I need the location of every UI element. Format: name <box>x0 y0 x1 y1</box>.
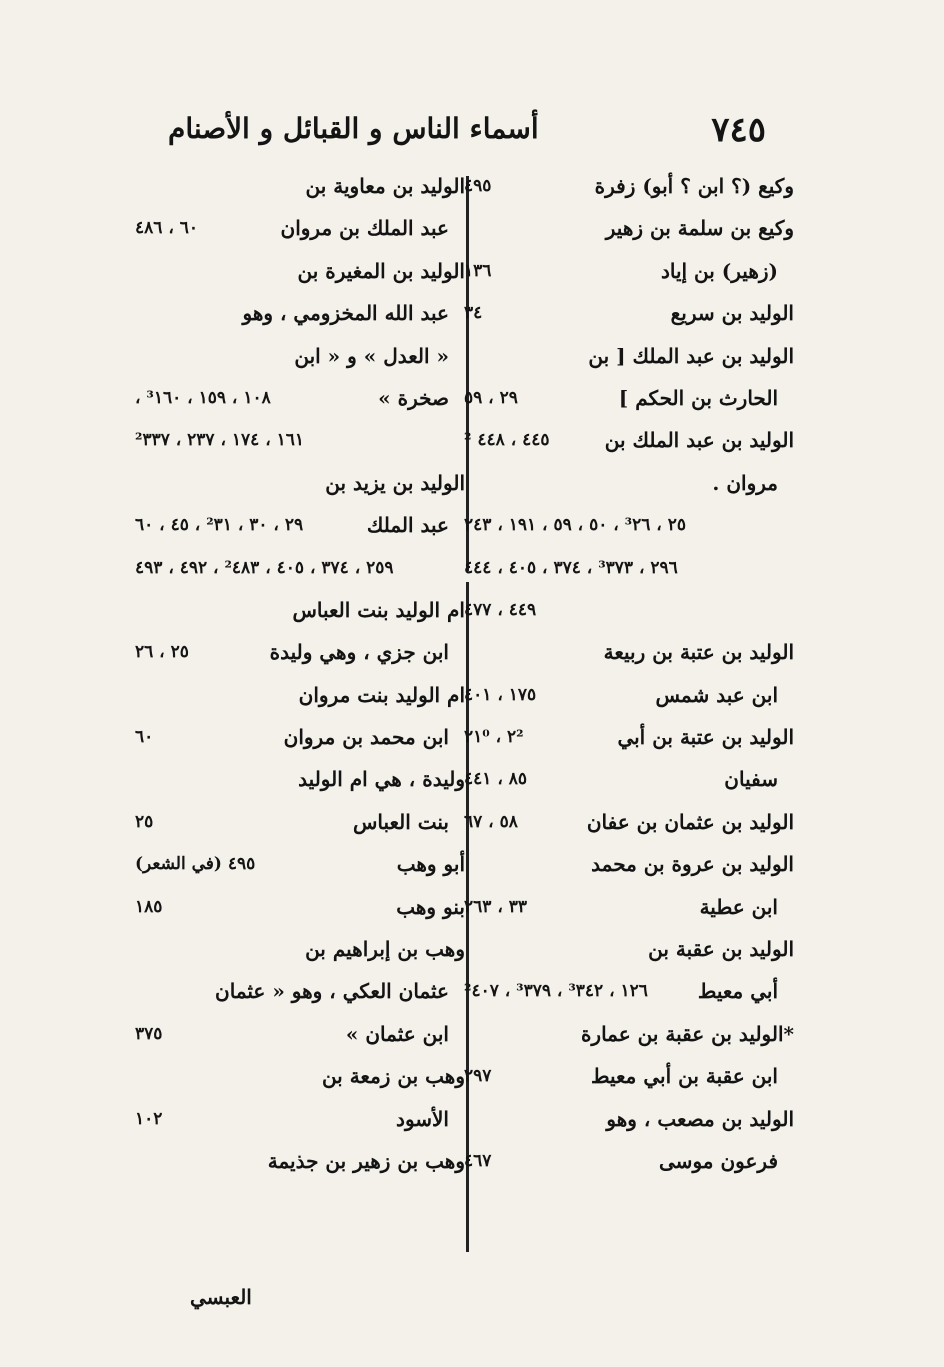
entry-page-refs: ٢٥ ، ٢٦ <box>135 642 189 663</box>
index-entry <box>135 1013 465 1055</box>
entry-name: « العدل » و « ابن <box>294 343 449 368</box>
index-entry <box>135 716 465 758</box>
entry-page-refs: ٣٤ <box>464 303 483 324</box>
entry-name: ابن عطية <box>699 894 778 919</box>
entry-name: الوليد بن عبد الملك [ بن <box>588 343 794 368</box>
entry-name: ام الوليد بنت العباس <box>292 597 465 622</box>
index-entry <box>464 970 794 1012</box>
index-entry <box>464 292 794 334</box>
entry-name: الوليد بن المغيرة بن <box>297 258 465 283</box>
entry-name: ابن محمد بن مروان <box>283 725 449 750</box>
entry-name: الحارث بن الحكم ] <box>618 385 778 410</box>
index-entry <box>135 547 465 589</box>
entry-name: ام الوليد بنت مروان <box>298 682 465 707</box>
index-entry <box>135 250 465 292</box>
entry-name: الوليد بن عقبة بن <box>648 937 794 962</box>
entry-name: الوليد بن عتبة بن ربيعة <box>603 640 794 665</box>
right-column <box>464 165 794 1182</box>
entry-name: الوليد بن عثمان بن عفان <box>586 809 794 834</box>
entry-page-refs: ١٨٥ <box>135 896 163 917</box>
entry-name: صخرة » <box>378 385 449 410</box>
entry-name: مروان . <box>712 470 778 495</box>
entry-name: بنو وهب <box>396 894 465 919</box>
entry-page-refs: ٢٩ ، ٥٩ <box>464 387 518 408</box>
index-entry <box>464 589 794 631</box>
index-entry <box>135 801 465 843</box>
index-entry <box>464 758 794 800</box>
entry-page-refs: ٤٤٩ ، ٤٧٧ <box>464 599 537 620</box>
index-entry <box>135 886 465 928</box>
index-entry <box>464 504 794 546</box>
entry-page-refs: ٢٥ <box>135 811 154 832</box>
entry-page-refs: ١٠٢ <box>135 1108 163 1129</box>
index-entry <box>464 928 794 970</box>
entry-name: أبو وهب <box>396 852 465 877</box>
entry-page-refs: ٤٩٥ <box>464 176 492 196</box>
entry-name: ابن عقبة بن أبي معيط <box>591 1064 778 1089</box>
entry-page-refs: ١٧٥ ، ٤٠١ <box>464 684 537 705</box>
entry-page-refs: ٦٠ ، ٤٨٦ <box>135 218 198 239</box>
entry-page-refs: ٢٩ ، ٣٠ ، ²٣١ ، ٤٥ ، ٦٠ <box>135 515 304 536</box>
entry-name: وكيع (؟ ابن ؟ أبو) زفرة <box>594 174 794 198</box>
entry-page-refs: ١٦١ ، ١٧٤ ، ٢٣٧ ، ²٣٣٧ <box>135 430 305 451</box>
index-entry <box>464 462 794 504</box>
entry-name: وليدة ، هي ام الوليد <box>298 767 465 792</box>
entry-name: سفيان <box>724 767 778 792</box>
entry-page-refs: ١٢٦ ، ³٣٤٢ ، ³٣٧٩ ، ²٤٠٧ <box>464 981 648 1002</box>
index-entry <box>135 165 465 207</box>
index-entry <box>135 335 465 377</box>
entry-page-refs: ٤٤٥ ، ٤٤٨ ² <box>464 430 550 451</box>
entry-page-refs: ١٠٨ ، ١٥٩ ، ³١٦٠ ، <box>135 387 271 408</box>
entry-name: الوليد بن يزيد بن <box>325 470 465 495</box>
index-entry <box>464 886 794 928</box>
index-entry <box>464 716 794 758</box>
entry-page-refs: ١٣٦ <box>464 260 492 281</box>
entry-name: وهب بن زمعة بن <box>321 1064 465 1089</box>
entry-name: فرعون موسى <box>659 1148 778 1173</box>
index-entry <box>135 419 465 461</box>
entry-name: عبد الملك <box>366 513 449 538</box>
index-entry <box>135 504 465 546</box>
entry-page-refs: ٣٧٥ <box>135 1023 163 1044</box>
entry-name: عبد الله المخزومي ، وهو <box>242 301 449 326</box>
index-entry <box>464 419 794 461</box>
entry-page-refs: ٥٨ ، ٦٧ <box>464 811 518 832</box>
entry-name: وهب بن إبراهيم بن <box>305 937 465 962</box>
entry-name: الوليد بن عروة بن محمد <box>591 852 794 877</box>
entry-name: *الوليد بن عقبة بن عمارة <box>580 1021 794 1046</box>
index-entry <box>135 758 465 800</box>
entry-name: الوليد بن معاوية بن <box>305 174 465 198</box>
index-entry <box>464 1013 794 1055</box>
entry-page-refs: ٣٣ ، ٢٦٣ <box>464 896 527 917</box>
index-entry <box>464 1140 794 1182</box>
index-entry <box>464 165 794 207</box>
entry-name: الوليد بن عبد الملك بن <box>604 428 794 453</box>
index-entry <box>135 1055 465 1097</box>
index-entry <box>464 801 794 843</box>
entry-page-refs: ٢٩٦ ، ³٣٧٣ ، ٣٧٤ ، ٤٠٥ ، ٤٤٤ <box>464 557 678 578</box>
left-column <box>135 165 465 1182</box>
index-entry <box>135 843 465 885</box>
index-entry <box>464 377 794 419</box>
entry-name: وكيع بن سلمة بن زهير <box>605 216 794 241</box>
index-entry <box>135 1098 465 1140</box>
entry-name: ابن عبد شمس <box>655 682 778 707</box>
entry-name: وهب بن زهير بن جذيمة <box>267 1148 465 1173</box>
index-entry <box>464 335 794 377</box>
running-head: أسماء الناس و القبائل و الأصنام <box>168 112 539 145</box>
index-entry <box>135 377 465 419</box>
index-entry <box>464 547 794 589</box>
index-entry <box>464 207 794 249</box>
index-entry <box>464 1055 794 1097</box>
index-entry <box>135 207 465 249</box>
entry-page-refs: ٢٩٧ <box>464 1066 492 1087</box>
entry-page-refs: ٤٦٧ <box>464 1150 492 1171</box>
entry-name: ابن عثمان » <box>345 1021 449 1046</box>
entry-name: بنت العباس <box>352 809 449 834</box>
entry-page-refs: ٨٥ ، ٤٤١ <box>464 769 527 790</box>
entry-page-refs: ٤٩٥ (في الشعر) <box>135 854 256 875</box>
index-entry <box>464 674 794 716</box>
index-entry <box>135 292 465 334</box>
entry-name: أبي معيط <box>697 979 778 1004</box>
page-number: ٧٤٥ <box>711 110 766 150</box>
entry-name: عبد الملك بن مروان <box>280 216 449 241</box>
entry-name: الوليد بن سريع <box>670 301 794 326</box>
entry-name: الوليد بن مصعب ، وهو <box>606 1106 794 1131</box>
entry-page-refs: ٢٥ ، ³٢٦ ، ٥٠ ، ٥٩ ، ١٩١ ، ٢٤٣ <box>464 515 686 536</box>
entry-page-refs: ٢² ، ٢١⁰ <box>464 727 524 748</box>
index-entry <box>135 631 465 673</box>
trailing-word: العبسي <box>190 1285 252 1309</box>
entry-page-refs: ٢٥٩ ، ٣٧٤ ، ٤٠٥ ، ²٤٨٣ ، ٤٩٢ ، ٤٩٣ <box>135 557 394 578</box>
index-entry <box>464 631 794 673</box>
entry-name: ابن جزي ، وهي وليدة <box>269 640 449 665</box>
index-entry <box>135 589 465 631</box>
entry-name: (زهير) بن إياد <box>660 258 778 283</box>
index-entry <box>135 1140 465 1182</box>
entry-name: عثمان العكي ، وهو « عثمان <box>215 979 449 1004</box>
index-entry <box>135 674 465 716</box>
entry-name: الوليد بن عتبة بن أبي <box>617 725 794 750</box>
entry-name: الأسود <box>396 1106 449 1131</box>
index-entry <box>464 1098 794 1140</box>
index-entry <box>135 462 465 504</box>
index-entry <box>464 843 794 885</box>
index-entry <box>464 250 794 292</box>
index-entry <box>135 928 465 970</box>
index-entry <box>135 970 465 1012</box>
entry-page-refs: ٦٠ <box>135 727 154 748</box>
